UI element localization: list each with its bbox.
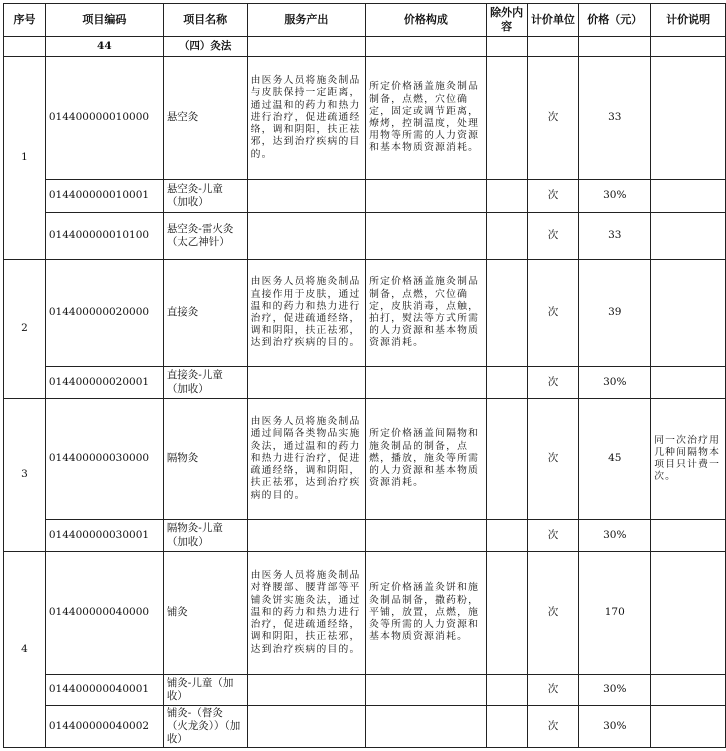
table-row bbox=[4, 552, 726, 675]
row-seq: 4 bbox=[4, 552, 46, 748]
header-output: 服务产出 bbox=[247, 4, 366, 37]
service-output: 由医务人员将施灸制品通过间隔各类物品实施灸法，通过温和的药力和热力进行治疗，促进疏通经络，调和阴阳，扶正祛邪，达到治疗疾病的目的。 bbox=[247, 399, 366, 520]
item-name: 悬空灸 bbox=[163, 57, 247, 180]
table-row bbox=[4, 213, 726, 260]
pricing-note bbox=[651, 260, 726, 367]
pricing-note bbox=[651, 57, 726, 180]
exclusions bbox=[486, 399, 527, 520]
unit: 次 bbox=[527, 213, 579, 260]
item-code: 014400000010000 bbox=[45, 57, 163, 180]
exclusions bbox=[486, 57, 527, 180]
price: 33 bbox=[579, 57, 651, 180]
item-code: 014400000020000 bbox=[45, 260, 163, 367]
table-row bbox=[4, 57, 726, 180]
header-seq: 序号 bbox=[4, 4, 46, 37]
item-name: 悬空灸-儿童（加收） bbox=[163, 180, 247, 213]
pricing-table bbox=[3, 3, 726, 748]
table-row bbox=[4, 367, 726, 399]
table-row bbox=[4, 399, 726, 520]
item-code: 014400000030001 bbox=[45, 520, 163, 552]
unit: 次 bbox=[527, 367, 579, 399]
unit: 次 bbox=[527, 180, 579, 213]
item-name: 直接灸-儿童（加收） bbox=[163, 367, 247, 399]
table-row bbox=[4, 520, 726, 552]
header-code: 项目编码 bbox=[45, 4, 163, 37]
header-name: 项目名称 bbox=[163, 4, 247, 37]
unit: 次 bbox=[527, 552, 579, 675]
service-output: 由医务人员将施灸制品与皮肤保持一定距离，通过温和的药力和热力进行治疗，促进疏通经络，调和阴阳，扶正祛邪，达到治疗疾病的目的。 bbox=[247, 57, 366, 180]
item-name: 悬空灸-雷火灸（太乙神针） bbox=[163, 213, 247, 260]
row-seq: 2 bbox=[4, 260, 46, 399]
item-code: 014400000010001 bbox=[45, 180, 163, 213]
price-composition: 所定价格涵盖灸饼和施灸制品制备，撒药粉，平铺，放置，点燃，施灸等所需的人力资源和基本物质资源消耗。 bbox=[366, 552, 487, 675]
price: 170 bbox=[579, 552, 651, 675]
header-exclusions: 除外内容 bbox=[486, 4, 527, 37]
price: 30% bbox=[579, 520, 651, 552]
item-code: 014400000010100 bbox=[45, 213, 163, 260]
pricing-note bbox=[651, 552, 726, 675]
price: 30% bbox=[579, 675, 651, 706]
item-code: 014400000040002 bbox=[45, 706, 163, 748]
service-output: 由医务人员将施灸制品对脊腰部、腰背部等平铺灸饼实施灸法，通过温和的药力和热力进行治疗，促进疏通经络，调和阴阳，扶正祛邪，达到治疗疾病的目的。 bbox=[247, 552, 366, 675]
header-price: 价格（元） bbox=[579, 4, 651, 37]
item-code: 014400000020001 bbox=[45, 367, 163, 399]
item-code: 014400000040000 bbox=[45, 552, 163, 675]
item-name: 隔物灸 bbox=[163, 399, 247, 520]
table-row bbox=[4, 260, 726, 367]
price: 30% bbox=[579, 706, 651, 748]
price: 45 bbox=[579, 399, 651, 520]
header-note: 计价说明 bbox=[651, 4, 726, 37]
price-composition: 所定价格涵盖间隔物和施灸制品的制备，点燃，播放，施灸等所需的人力资源和基本物质资源消耗。 bbox=[366, 399, 487, 520]
unit: 次 bbox=[527, 260, 579, 367]
section-code: 44 bbox=[45, 37, 163, 57]
price-composition: 所定价格涵盖施灸制品制备，点燃，穴位确定，皮肤消毒，点触，拍打，熨法等方式所需的人力资源和基本物质资源消耗。 bbox=[366, 260, 487, 367]
price: 33 bbox=[579, 213, 651, 260]
item-name: 隔物灸-儿童（加收） bbox=[163, 520, 247, 552]
service-output: 由医务人员将施灸制品直接作用于皮肤，通过温和的药力和热力进行治疗，促进疏通经络，调和阴阳，扶正祛邪，达到治疗疾病的目的。 bbox=[247, 260, 366, 367]
unit: 次 bbox=[527, 399, 579, 520]
price: 39 bbox=[579, 260, 651, 367]
price-composition: 所定价格涵盖施灸制品制备，点燃，穴位确定，固定或调节距离，燎烤，控制温度，处理用物等所需的人力资源和基本物质资源消耗。 bbox=[366, 57, 487, 180]
item-name: 铺灸-（督灸（火龙灸））（加收） bbox=[163, 706, 247, 748]
exclusions bbox=[486, 260, 527, 367]
item-name: 铺灸 bbox=[163, 552, 247, 675]
header-unit: 计价单位 bbox=[527, 4, 579, 37]
item-name: 直接灸 bbox=[163, 260, 247, 367]
price: 30% bbox=[579, 180, 651, 213]
header-row bbox=[4, 4, 726, 37]
row-seq: 1 bbox=[4, 57, 46, 260]
row-seq: 3 bbox=[4, 399, 46, 552]
unit: 次 bbox=[527, 675, 579, 706]
table-row bbox=[4, 675, 726, 706]
header-price-composition: 价格构成 bbox=[366, 4, 487, 37]
section-row bbox=[4, 37, 726, 57]
table-row bbox=[4, 180, 726, 213]
unit: 次 bbox=[527, 57, 579, 180]
section-name: （四）灸法 bbox=[163, 37, 247, 57]
unit: 次 bbox=[527, 706, 579, 748]
item-code: 014400000040001 bbox=[45, 675, 163, 706]
pricing-note: 同一次治疗用几种间隔物本项目只计费一次。 bbox=[651, 399, 726, 520]
exclusions bbox=[486, 552, 527, 675]
table-row bbox=[4, 706, 726, 748]
item-name: 铺灸-儿童（加收） bbox=[163, 675, 247, 706]
item-code: 014400000030000 bbox=[45, 399, 163, 520]
price: 30% bbox=[579, 367, 651, 399]
unit: 次 bbox=[527, 520, 579, 552]
